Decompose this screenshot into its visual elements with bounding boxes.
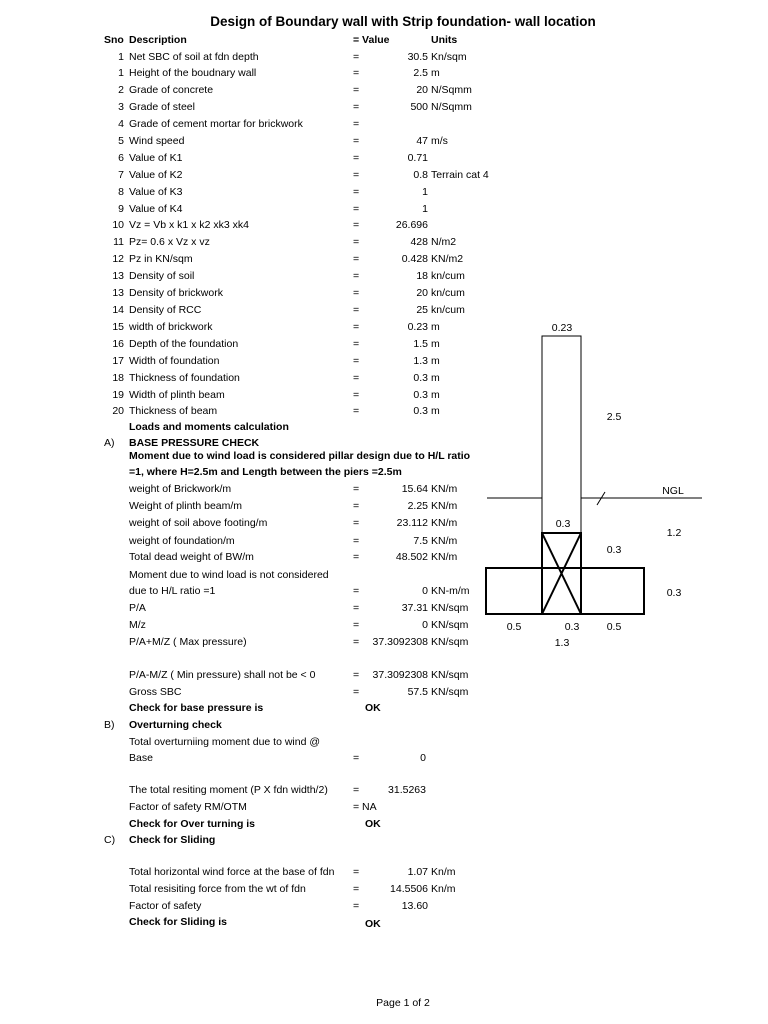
calc-value: 2.25 <box>407 500 428 512</box>
row-description: Depth of the foundation <box>129 338 239 350</box>
calc-unit: KN/m <box>431 517 458 529</box>
calc-equals: = <box>353 619 360 631</box>
row-description: Grade of concrete <box>129 84 214 96</box>
row-equals: = <box>353 101 360 113</box>
header-description: Description <box>129 34 187 46</box>
row-value: 0.428 <box>401 253 428 265</box>
dim-center-width: 0.3 <box>564 621 580 633</box>
row-sno: 12 <box>112 253 124 265</box>
row-unit: KN/m2 <box>431 253 464 265</box>
row-equals: = <box>353 338 360 350</box>
calc-equals: = <box>353 900 360 912</box>
calc-unit: Kn/m <box>431 883 456 895</box>
calc-value: 37.3092308 <box>372 636 428 648</box>
moment-note: Moment due to wind load is not considered <box>129 569 329 581</box>
row-unit: m <box>431 372 440 384</box>
resisting-moment-eq: = <box>353 784 360 796</box>
section-b-letter: B) <box>104 719 115 731</box>
row-unit: m <box>431 405 440 417</box>
row-sno: 14 <box>112 304 124 316</box>
row-sno: 11 <box>113 236 124 248</box>
header-sno: Sno <box>104 34 124 46</box>
calc-unit: KN/m <box>431 500 458 512</box>
row-sno: 6 <box>118 152 124 164</box>
base-value: 0 <box>420 752 426 764</box>
row-unit: kn/cum <box>431 287 465 299</box>
row-sno: 8 <box>118 186 124 198</box>
row-sno: 1 <box>118 51 124 63</box>
footing-outline <box>486 568 644 614</box>
row-equals: = <box>353 67 360 79</box>
calc-value: 0 <box>422 585 428 597</box>
calc-unit: KN/m <box>431 551 458 563</box>
calc-equals: = <box>353 551 360 563</box>
page-footer: Page 1 of 2 <box>376 997 430 1009</box>
calc-description: Factor of safety <box>129 900 202 912</box>
row-description: Value of K1 <box>129 152 183 164</box>
row-sno: 1 <box>118 67 124 79</box>
ngl-label: NGL <box>662 485 684 497</box>
row-equals: = <box>353 236 360 248</box>
row-description: width of brickwork <box>129 321 213 333</box>
row-value: 0.3 <box>413 405 428 417</box>
sliding-check-result: OK <box>365 918 381 930</box>
overturning-check-result: OK <box>365 818 381 830</box>
row-sno: 5 <box>118 135 124 147</box>
row-description: Grade of cement mortar for brickwork <box>129 118 303 130</box>
row-value: 0.71 <box>407 152 428 164</box>
row-sno: 4 <box>118 118 124 130</box>
row-description: Value of K3 <box>129 186 183 198</box>
row-unit: Terrain cat 4 <box>431 169 489 181</box>
row-equals: = <box>353 321 360 333</box>
header-value: = Value <box>353 34 390 46</box>
row-sno: 7 <box>118 169 124 181</box>
calc-equals: = <box>353 883 360 895</box>
calc-equals: = <box>353 866 360 878</box>
calc-equals: = <box>353 535 360 547</box>
section-c-letter: C) <box>104 834 116 846</box>
row-sno: 19 <box>112 389 124 401</box>
row-description: Height of the boudnary wall <box>129 67 257 79</box>
calc-value: 37.31 <box>401 602 428 614</box>
row-unit: Kn/sqm <box>431 51 467 63</box>
row-unit: m <box>431 67 440 79</box>
row-sno: 18 <box>112 372 124 384</box>
dim-wall-height: 2.5 <box>606 411 622 423</box>
calc-value: 13.60 <box>401 900 428 912</box>
row-description: Net SBC of soil at fdn depth <box>129 51 259 63</box>
dim-wall-width: 0.23 <box>551 322 573 334</box>
row-sno: 13 <box>112 287 124 299</box>
row-equals: = <box>353 203 360 215</box>
row-unit: N/Sqmm <box>431 84 472 96</box>
row-sno: 10 <box>112 219 124 231</box>
base-label: Base <box>129 752 153 764</box>
calc-value: 37.3092308 <box>372 669 428 681</box>
calc-description: weight of soil above footing/m <box>129 517 268 529</box>
row-description: Width of plinth beam <box>129 389 225 401</box>
calc-value: 7.5 <box>413 535 428 547</box>
row-description: Pz in KN/sqm <box>129 253 193 265</box>
section-c-heading: Check for Sliding <box>129 834 216 846</box>
dim-left-offset: 0.5 <box>506 621 522 633</box>
row-value: 0.3 <box>413 389 428 401</box>
calc-equals: = <box>353 585 360 597</box>
row-sno: 16 <box>112 338 124 350</box>
calc-value: 23.112 <box>396 517 428 529</box>
calc-description: weight of Brickwork/m <box>129 483 232 495</box>
calc-equals: = <box>353 500 360 512</box>
row-value: 26.696 <box>395 219 428 231</box>
row-value: 428 <box>410 236 428 248</box>
row-equals: = <box>353 118 360 130</box>
row-unit: m <box>431 338 440 350</box>
row-value: 47 <box>416 135 428 147</box>
row-unit: kn/cum <box>431 270 465 282</box>
row-equals: = <box>353 152 360 164</box>
row-value: 1.5 <box>413 338 428 350</box>
section-a-note-1: Moment due to wind load is considered pillar design due to H/L ratio <box>129 450 471 462</box>
calc-unit: KN/m <box>431 483 458 495</box>
dim-right-offset: 0.5 <box>606 621 622 633</box>
row-sno: 3 <box>118 101 124 113</box>
row-unit: m/s <box>431 135 448 147</box>
resisting-moment-label: The total resiting moment (P X fdn width/2) <box>129 784 328 796</box>
row-description: Thickness of beam <box>129 405 218 417</box>
row-description: Width of foundation <box>129 355 220 367</box>
row-unit: m <box>431 355 440 367</box>
calc-unit: KN/sqm <box>431 602 469 614</box>
dim-beam-height: 0.3 <box>606 544 622 556</box>
row-sno: 2 <box>118 84 124 96</box>
row-value: 500 <box>410 101 428 113</box>
row-description: Value of K4 <box>129 203 183 215</box>
calc-value: 14.5506 <box>390 883 428 895</box>
row-unit: m <box>431 389 440 401</box>
row-value: 0.8 <box>413 169 428 181</box>
row-unit: N/Sqmm <box>431 101 472 113</box>
row-description: Wind speed <box>129 135 185 147</box>
row-value: 30.5 <box>407 51 428 63</box>
section-a-note-2: =1, where H=2.5m and Length between the piers =2.5m <box>129 466 402 478</box>
section-a-heading: BASE PRESSURE CHECK <box>129 437 260 449</box>
row-value: 18 <box>416 270 428 282</box>
row-value: 2.5 <box>413 67 428 79</box>
row-value: 1 <box>422 186 428 198</box>
fos-rm-otm-value: = NA <box>353 801 377 813</box>
calc-unit: KN/sqm <box>431 686 469 698</box>
base-pressure-check-label: Check for base pressure is <box>129 702 264 714</box>
calc-description: due to H/L ratio =1 <box>129 585 216 597</box>
calc-unit: KN/sqm <box>431 669 469 681</box>
calc-value: 57.5 <box>407 686 428 698</box>
calc-description: Total resisiting force from the wt of fdn <box>129 883 306 895</box>
row-equals: = <box>353 84 360 96</box>
calc-value: 1.07 <box>407 866 428 878</box>
calc-description: P/A-M/Z ( Min pressure) shall not be < 0 <box>129 669 316 681</box>
base-pressure-check-result: OK <box>365 702 381 714</box>
dim-total-width: 1.3 <box>554 637 570 649</box>
row-value: 0.23 <box>407 321 428 333</box>
overturning-check-label: Check for Over turning is <box>129 818 256 830</box>
calc-description: M/z <box>129 619 146 631</box>
row-description: Density of brickwork <box>129 287 223 299</box>
calc-equals: = <box>353 636 360 648</box>
row-description: Density of RCC <box>129 304 202 316</box>
row-unit: N/m2 <box>431 236 457 248</box>
row-sno: 17 <box>112 355 124 367</box>
section-a-letter: A) <box>104 437 115 449</box>
calc-unit: KN/m <box>431 535 458 547</box>
brick-wall-outline <box>542 336 581 533</box>
row-description: Thickness of foundation <box>129 372 240 384</box>
calc-equals: = <box>353 669 360 681</box>
section-b-heading: Overturning check <box>129 719 222 731</box>
row-equals: = <box>353 169 360 181</box>
row-equals: = <box>353 135 360 147</box>
row-equals: = <box>353 186 360 198</box>
calc-unit: Kn/m <box>431 866 456 878</box>
page-title: Design of Boundary wall with Strip foundation- wall location <box>210 14 596 29</box>
calc-equals: = <box>353 483 360 495</box>
row-equals: = <box>353 253 360 265</box>
calc-description: Gross SBC <box>129 686 182 698</box>
row-unit: kn/cum <box>431 304 465 316</box>
row-equals: = <box>353 372 360 384</box>
calc-unit: KN-m/m <box>431 585 470 597</box>
calc-equals: = <box>353 686 360 698</box>
row-equals: = <box>353 389 360 401</box>
overturning-moment-label: Total overturniing moment due to wind @ <box>129 736 321 748</box>
row-value: 1.3 <box>413 355 428 367</box>
row-value: 20 <box>416 84 428 96</box>
dim-footing-thickness: 0.3 <box>666 587 682 599</box>
calc-description: Weight of plinth beam/m <box>129 500 243 512</box>
row-value: 1 <box>422 203 428 215</box>
calc-value: 48.502 <box>395 551 428 563</box>
row-sno: 13 <box>112 270 124 282</box>
fos-rm-otm-label: Factor of safety RM/OTM <box>129 801 247 813</box>
row-description: Density of soil <box>129 270 195 282</box>
row-equals: = <box>353 219 360 231</box>
calc-description: Total dead weight of BW/m <box>129 551 254 563</box>
sliding-check-label: Check for Sliding is <box>129 916 228 928</box>
loads-heading: Loads and moments calculation <box>129 421 289 433</box>
calc-value: 15.64 <box>401 483 428 495</box>
calc-equals: = <box>353 517 360 529</box>
calc-equals: = <box>353 602 360 614</box>
row-description: Pz= 0.6 x Vz x vz <box>129 236 210 248</box>
dim-beam-width: 0.3 <box>555 518 571 530</box>
row-sno: 9 <box>118 203 124 215</box>
row-equals: = <box>353 287 360 299</box>
row-equals: = <box>353 304 360 316</box>
calc-unit: KN/sqm <box>431 619 469 631</box>
row-equals: = <box>353 51 360 63</box>
header-units: Units <box>431 34 458 46</box>
row-description: Vz = Vb x k1 x k2 xk3 xk4 <box>129 219 249 231</box>
row-equals: = <box>353 405 360 417</box>
calc-value: 0 <box>422 619 428 631</box>
row-description: Value of K2 <box>129 169 183 181</box>
calc-description: weight of foundation/m <box>129 535 235 547</box>
calc-unit: KN/sqm <box>431 636 469 648</box>
row-value: 25 <box>416 304 428 316</box>
resisting-moment-value: 31.5263 <box>388 784 426 796</box>
row-description: Grade of steel <box>129 101 195 113</box>
row-value: 20 <box>416 287 428 299</box>
row-sno: 15 <box>112 321 124 333</box>
calc-description: Total horizontal wind force at the base of fdn <box>129 866 335 878</box>
row-unit: m <box>431 321 440 333</box>
calc-description: P/A <box>129 602 146 614</box>
dim-depth: 1.2 <box>666 527 682 539</box>
row-value: 0.3 <box>413 372 428 384</box>
row-equals: = <box>353 270 360 282</box>
calc-description: P/A+M/Z ( Max pressure) <box>129 636 247 648</box>
base-eq: = <box>353 752 360 764</box>
row-sno: 20 <box>112 405 124 417</box>
row-equals: = <box>353 355 360 367</box>
